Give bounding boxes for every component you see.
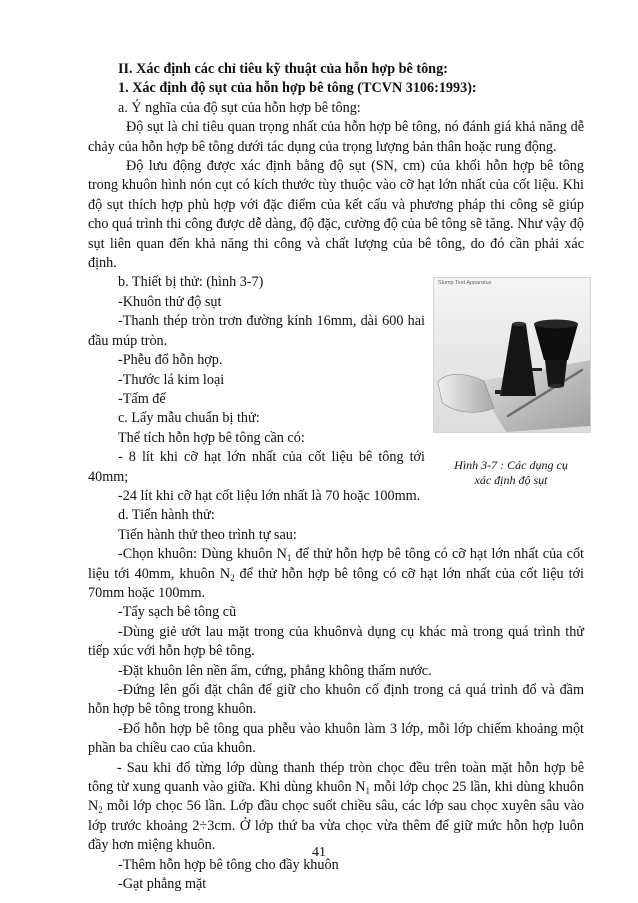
section-title: II. Xác định các chỉ tiêu kỹ thuật của hỗn hợp bê tông:: [118, 61, 448, 77]
procedure-intro: Tiến hành thử theo trình tự sau:: [118, 526, 297, 543]
sample-volume-line: Thể tích hỗn hợp bê tông cần có:: [118, 429, 305, 446]
caption-line: Hình 3-7 : Các dụng cụ: [454, 458, 568, 472]
procedure-step: -Tẩy sạch bê tông cũ: [118, 604, 237, 621]
sample-volume-item: - 8 lít khi cỡ hạt lớn nhất của cốt liệu bê tông tới 40mm;: [88, 449, 425, 485]
procedure-step: -Dùng giẻ ướt lau mặt trong của khuônvà dụng cụ khác mà trong quá trình thử tiếp xúc với hỗn hợp bê tông.: [88, 623, 584, 660]
page-number: 41: [312, 845, 326, 860]
procedure-step: -Đứng lên gối đặt chân để giữ cho khuôn cố định trong cả quá trình đổ và đầm hỗn hợp bê tông trong khuôn.: [88, 682, 584, 718]
heading-c: c. Lấy mẫu chuẩn bị thử:: [118, 410, 260, 427]
sample-volume-item: -24 lít khi cỡ hạt cốt liệu lớn nhất là 70 hoặc 100mm.: [118, 487, 421, 504]
procedure-step: -Thêm hỗn hợp bê tông cho đầy khuôn: [118, 856, 339, 873]
procedure-step: -Đổ hỗn hợp bê tông qua phễu vào khuôn làm 3 lớp, mỗi lớp chiếm khoảng một phần ba chiều cao của khuôn.: [88, 720, 584, 757]
equipment-item: -Tấm đế: [118, 390, 166, 407]
apparatus-illustration: [434, 278, 590, 432]
procedure-step: -Đặt khuôn lên nền ẩm, cứng, phẳng không thấm nước.: [118, 662, 432, 679]
equipment-item: -Khuôn thử độ sụt: [118, 293, 222, 310]
equipment-item: -Thước lá kim loại: [118, 371, 225, 388]
subsection-title: 1. Xác định độ sụt của hỗn hợp bê tông (TCVN 3106:1993):: [118, 80, 477, 97]
caption-line: xác định độ sụt: [474, 473, 548, 487]
equipment-item: -Thanh thép tròn trơn đường kính 16mm, dài 600 hai đầu múp tròn.: [88, 313, 425, 349]
heading-d: d. Tiến hành thử:: [118, 507, 215, 524]
heading-a: a. Ý nghĩa của độ sụt của hỗn hợp bê tông:: [118, 99, 361, 116]
procedure-step: -Gạt phẳng mặt: [118, 876, 207, 893]
figure-caption: [433, 458, 589, 488]
heading-b: b. Thiết bị thử: (hình 3-7): [118, 274, 264, 291]
photo-title: Slump Test Apparatus: [438, 280, 492, 286]
procedure-step: - Sau khi đổ từng lớp dùng thanh thép tròn chọc đều trên toàn mặt hỗn hợp bê tông từ xung quanh vào giữa. Khi dùng khuôn $N_1$ mỗi lớp chọc 25 lần, khi dùng khuôn $N_2$ mỗi lớp chọc 56 lần. Lớp đầu chọc suốt chiều sâu, các lớp sau chọc xuyên sâu vào lớp trước khoảng 2÷3cm. Ở lớp thứ ba vừa chọc vừa thêm để giữ mức hỗn hợp luôn đầy hơn miệng khuôn.: [88, 759, 584, 854]
equipment-item: -Phễu đổ hỗn hợp.: [118, 352, 223, 369]
slump-test-apparatus-photo: [433, 277, 591, 433]
procedure-step: -Chọn khuôn: Dùng khuôn $N_1$ để thử hỗn hợp bê tông có cỡ hạt lớn nhất của cốt liệu tới 40mm, khuôn $N_2$ để thử hỗn hợp bê tông có cỡ hạt lớn nhất của cốt liệu tới 70mm hoặc 100mm.: [88, 546, 584, 601]
paragraph-1: Độ sụt là chỉ tiêu quan trọng nhất của hỗn hợp bê tông, nó đánh giá khả năng dễ chảy của hỗn hợp bê tông dưới tác dụng của trọng lượng bản thân hoặc rung động.: [88, 119, 584, 155]
paragraph-2: Độ lưu động được xác định bằng độ sụt (SN, cm) của khối hỗn hợp bê tông trong khuôn hình nón cụt có kích thước tùy thuộc vào cỡ hạt lớn nhất của cốt liệu. Khi độ sụt thích hợp phù hợp với đặc điểm của kết cấu và phương pháp thi công sẽ giúp cho quá trình thi công được dễ dàng, độ đặc, cường độ của bê tông sẽ tăng. Như vậy độ sụt liên quan đến khả năng thi công và chất lượng của bê tông, do đó cần phải xác định.: [88, 158, 584, 272]
